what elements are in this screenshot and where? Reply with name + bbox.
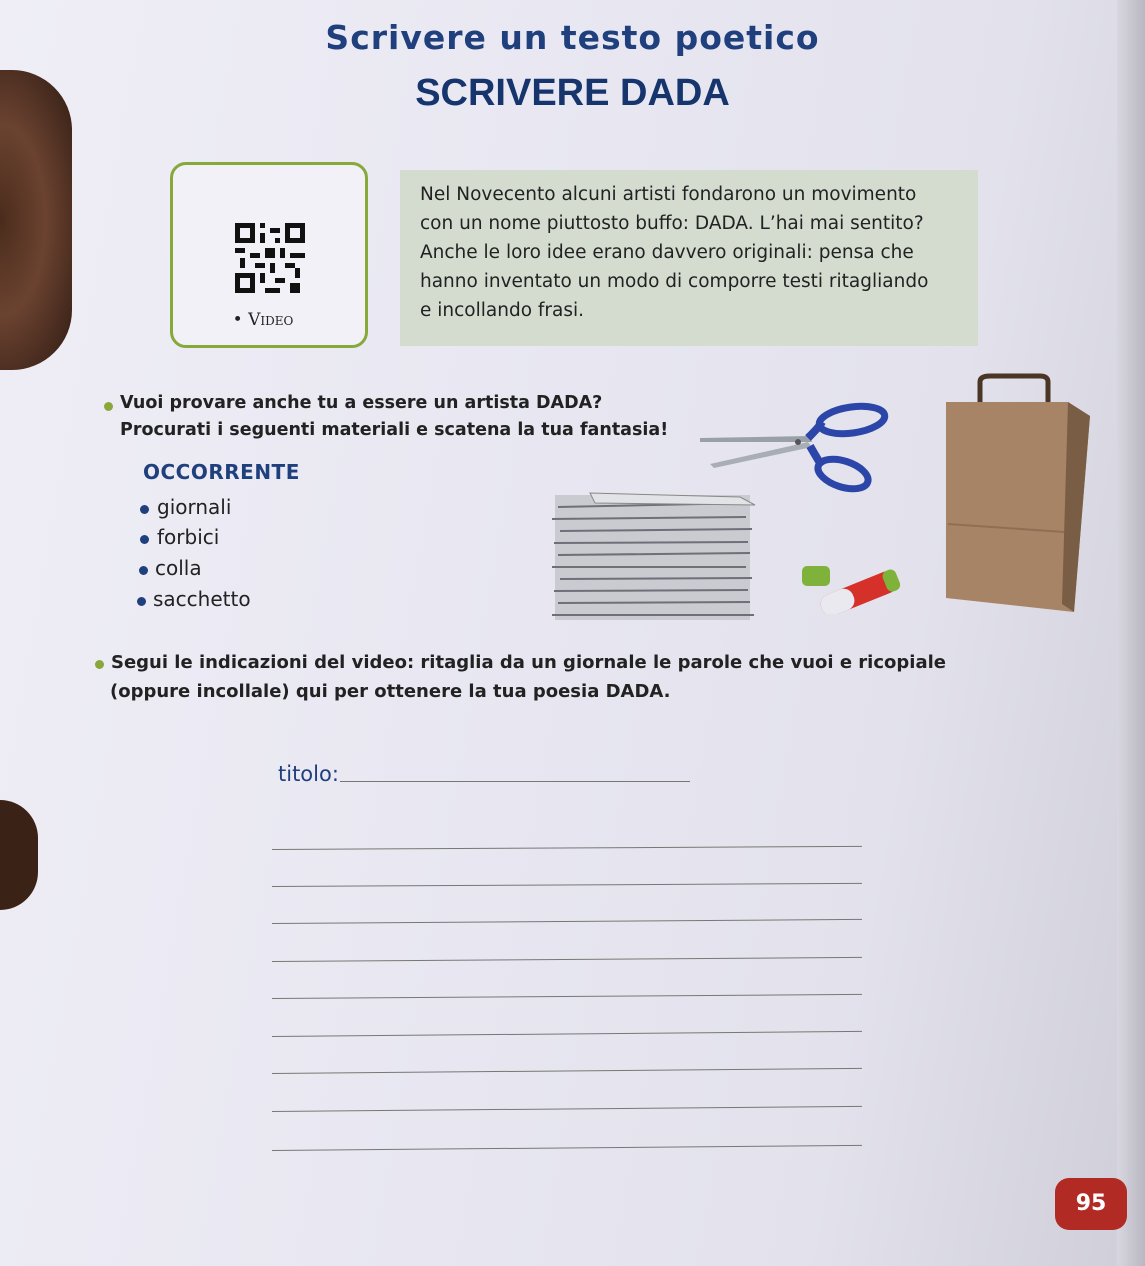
material-item: giornali — [157, 495, 232, 519]
intro-line: Anche le loro idee erano davvero originali: pensa che — [420, 242, 914, 263]
bullet-icon — [140, 535, 149, 544]
writing-line[interactable] — [272, 1031, 862, 1037]
instruction-line-2: (oppure incollale) qui per ottenere la tua poesia DADA. — [110, 681, 671, 702]
intro-line: Nel Novecento alcuni artisti fondarono un movimento — [420, 184, 917, 205]
material-item: colla — [155, 556, 202, 580]
page-title: SCRIVERE DADA — [415, 72, 730, 114]
writing-line[interactable] — [272, 994, 862, 999]
bullet-icon — [137, 597, 146, 606]
writing-line[interactable] — [272, 919, 862, 924]
page-edge — [1117, 0, 1145, 1266]
paper-bag-icon — [940, 372, 1090, 614]
bullet-icon — [104, 402, 113, 411]
materials-heading: OCCORRENTE — [143, 460, 300, 484]
question-line-1: Vuoi provare anche tu a essere un artista DADA? — [120, 393, 603, 413]
bullet-icon — [139, 566, 148, 575]
title-field[interactable] — [340, 781, 690, 782]
instruction-line-1: Segui le indicazioni del video: ritaglia da un giornale le parole che vuoi e ricopiale — [111, 652, 946, 673]
writing-line[interactable] — [272, 883, 862, 887]
material-item: forbici — [157, 525, 220, 549]
writing-line[interactable] — [272, 1145, 862, 1151]
glue-stick-icon — [800, 562, 905, 614]
intro-line: e incollando frasi. — [420, 300, 585, 321]
intro-box — [400, 170, 978, 346]
writing-line[interactable] — [272, 1068, 862, 1074]
writing-line[interactable] — [272, 957, 862, 962]
intro-line: con un nome piuttosto buffo: DADA. L’hai mai sentito? — [420, 213, 924, 234]
bullet-icon — [140, 505, 149, 514]
newspapers-icon — [550, 485, 760, 625]
hand-finger — [0, 800, 38, 910]
material-item: sacchetto — [153, 587, 251, 611]
bullet-icon — [95, 660, 104, 669]
qr-code-icon[interactable] — [235, 223, 305, 293]
intro-line: hanno inventato un modo di comporre testi ritagliando — [420, 271, 929, 292]
question-line-2: Procurati i seguenti materiali e scatena la tua fantasia! — [120, 420, 669, 440]
writing-line[interactable] — [272, 1106, 862, 1112]
video-box[interactable] — [170, 162, 368, 348]
writing-line[interactable] — [272, 846, 862, 850]
hand-thumb — [0, 70, 72, 370]
title-field-label: titolo: — [278, 762, 339, 786]
video-label[interactable]: • Video — [232, 310, 294, 330]
scissors-icon — [700, 398, 890, 498]
section-subtitle: Scrivere un testo poetico — [325, 18, 820, 57]
page-number: 95 — [1055, 1178, 1127, 1230]
